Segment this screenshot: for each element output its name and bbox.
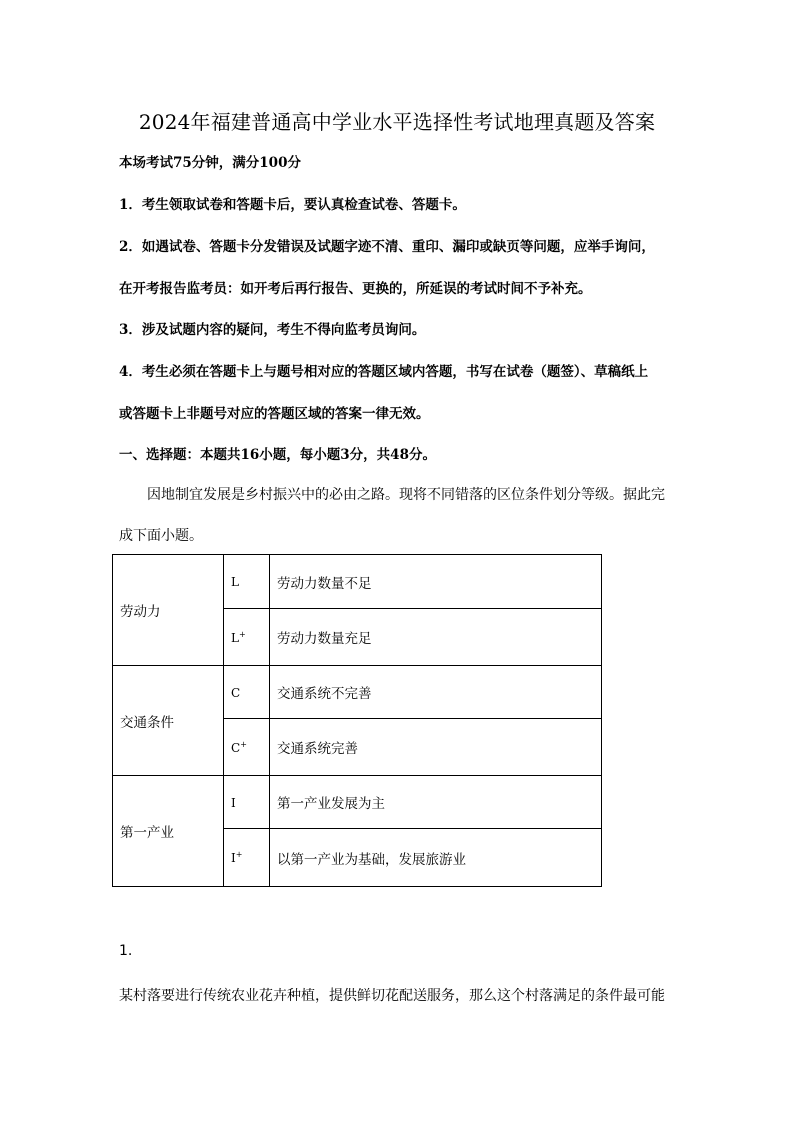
page-title: 2024年福建普通高中学业水平选择性考试地理真题及答案 xyxy=(138,110,656,134)
table-row xyxy=(113,666,602,719)
grading-table xyxy=(112,554,602,887)
level-description-cell: 劳动力数量充足 xyxy=(270,609,602,666)
level-description-cell: 交通系统完善 xyxy=(270,719,602,776)
level-description-cell: 第一产业发展为主 xyxy=(270,776,602,829)
category-cell: 劳动力 xyxy=(113,555,224,666)
instruction-2-continued: 在开考报告监考员：如开考后再行报告、更换的，所延误的考试时间不予补充。 xyxy=(119,281,592,297)
level-description-cell: 劳动力数量不足 xyxy=(270,555,602,609)
section-heading: 一、选择题：本题共16小题，每小题3分，共48分。 xyxy=(119,447,436,463)
question-number: 1. xyxy=(119,943,133,959)
question-text: 某村落要进行传统农业花卉种植，提供鲜切花配送服务，那么这个村落满足的条件最可能 xyxy=(119,988,665,1004)
level-code-cell: L+ xyxy=(224,609,270,666)
level-code-cell: I+ xyxy=(224,829,270,887)
category-cell: 交通条件 xyxy=(113,666,224,776)
level-code-cell: C xyxy=(224,666,270,719)
table-row xyxy=(113,555,602,609)
category-cell: 第一产业 xyxy=(113,776,224,887)
table-row xyxy=(113,776,602,829)
intro-paragraph-line1: 因地制宜发展是乡村振兴中的必由之路。现将不同错落的区位条件划分等级。据此完 xyxy=(147,487,665,503)
instruction-4: 4．考生必须在答题卡上与题号相对应的答题区域内答题，书写在试卷（题签）、草稿纸上 xyxy=(119,364,649,380)
level-code-cell: I xyxy=(224,776,270,829)
instruction-2: 2．如遇试卷、答题卡分发错误及试题字迹不清、重印、漏印或缺页等问题，应举手询问， xyxy=(119,239,655,255)
instruction-1: 1．考生领取试卷和答题卡后，要认真检查试卷、答题卡。 xyxy=(119,197,466,213)
level-code-cell: L xyxy=(224,555,270,609)
level-description-cell: 交通系统不完善 xyxy=(270,666,602,719)
instruction-4-continued: 或答题卡上非题号对应的答题区域的答案一律无效。 xyxy=(119,406,430,422)
intro-paragraph-line2: 成下面小题。 xyxy=(119,528,203,544)
level-code-cell: C+ xyxy=(224,719,270,776)
level-description-cell: 以第一产业为基础，发展旅游业 xyxy=(270,829,602,887)
instruction-3: 3．涉及试题内容的疑问，考生不得向监考员询问。 xyxy=(119,322,426,338)
exam-info: 本场考试75分钟，满分100分 xyxy=(119,155,301,171)
